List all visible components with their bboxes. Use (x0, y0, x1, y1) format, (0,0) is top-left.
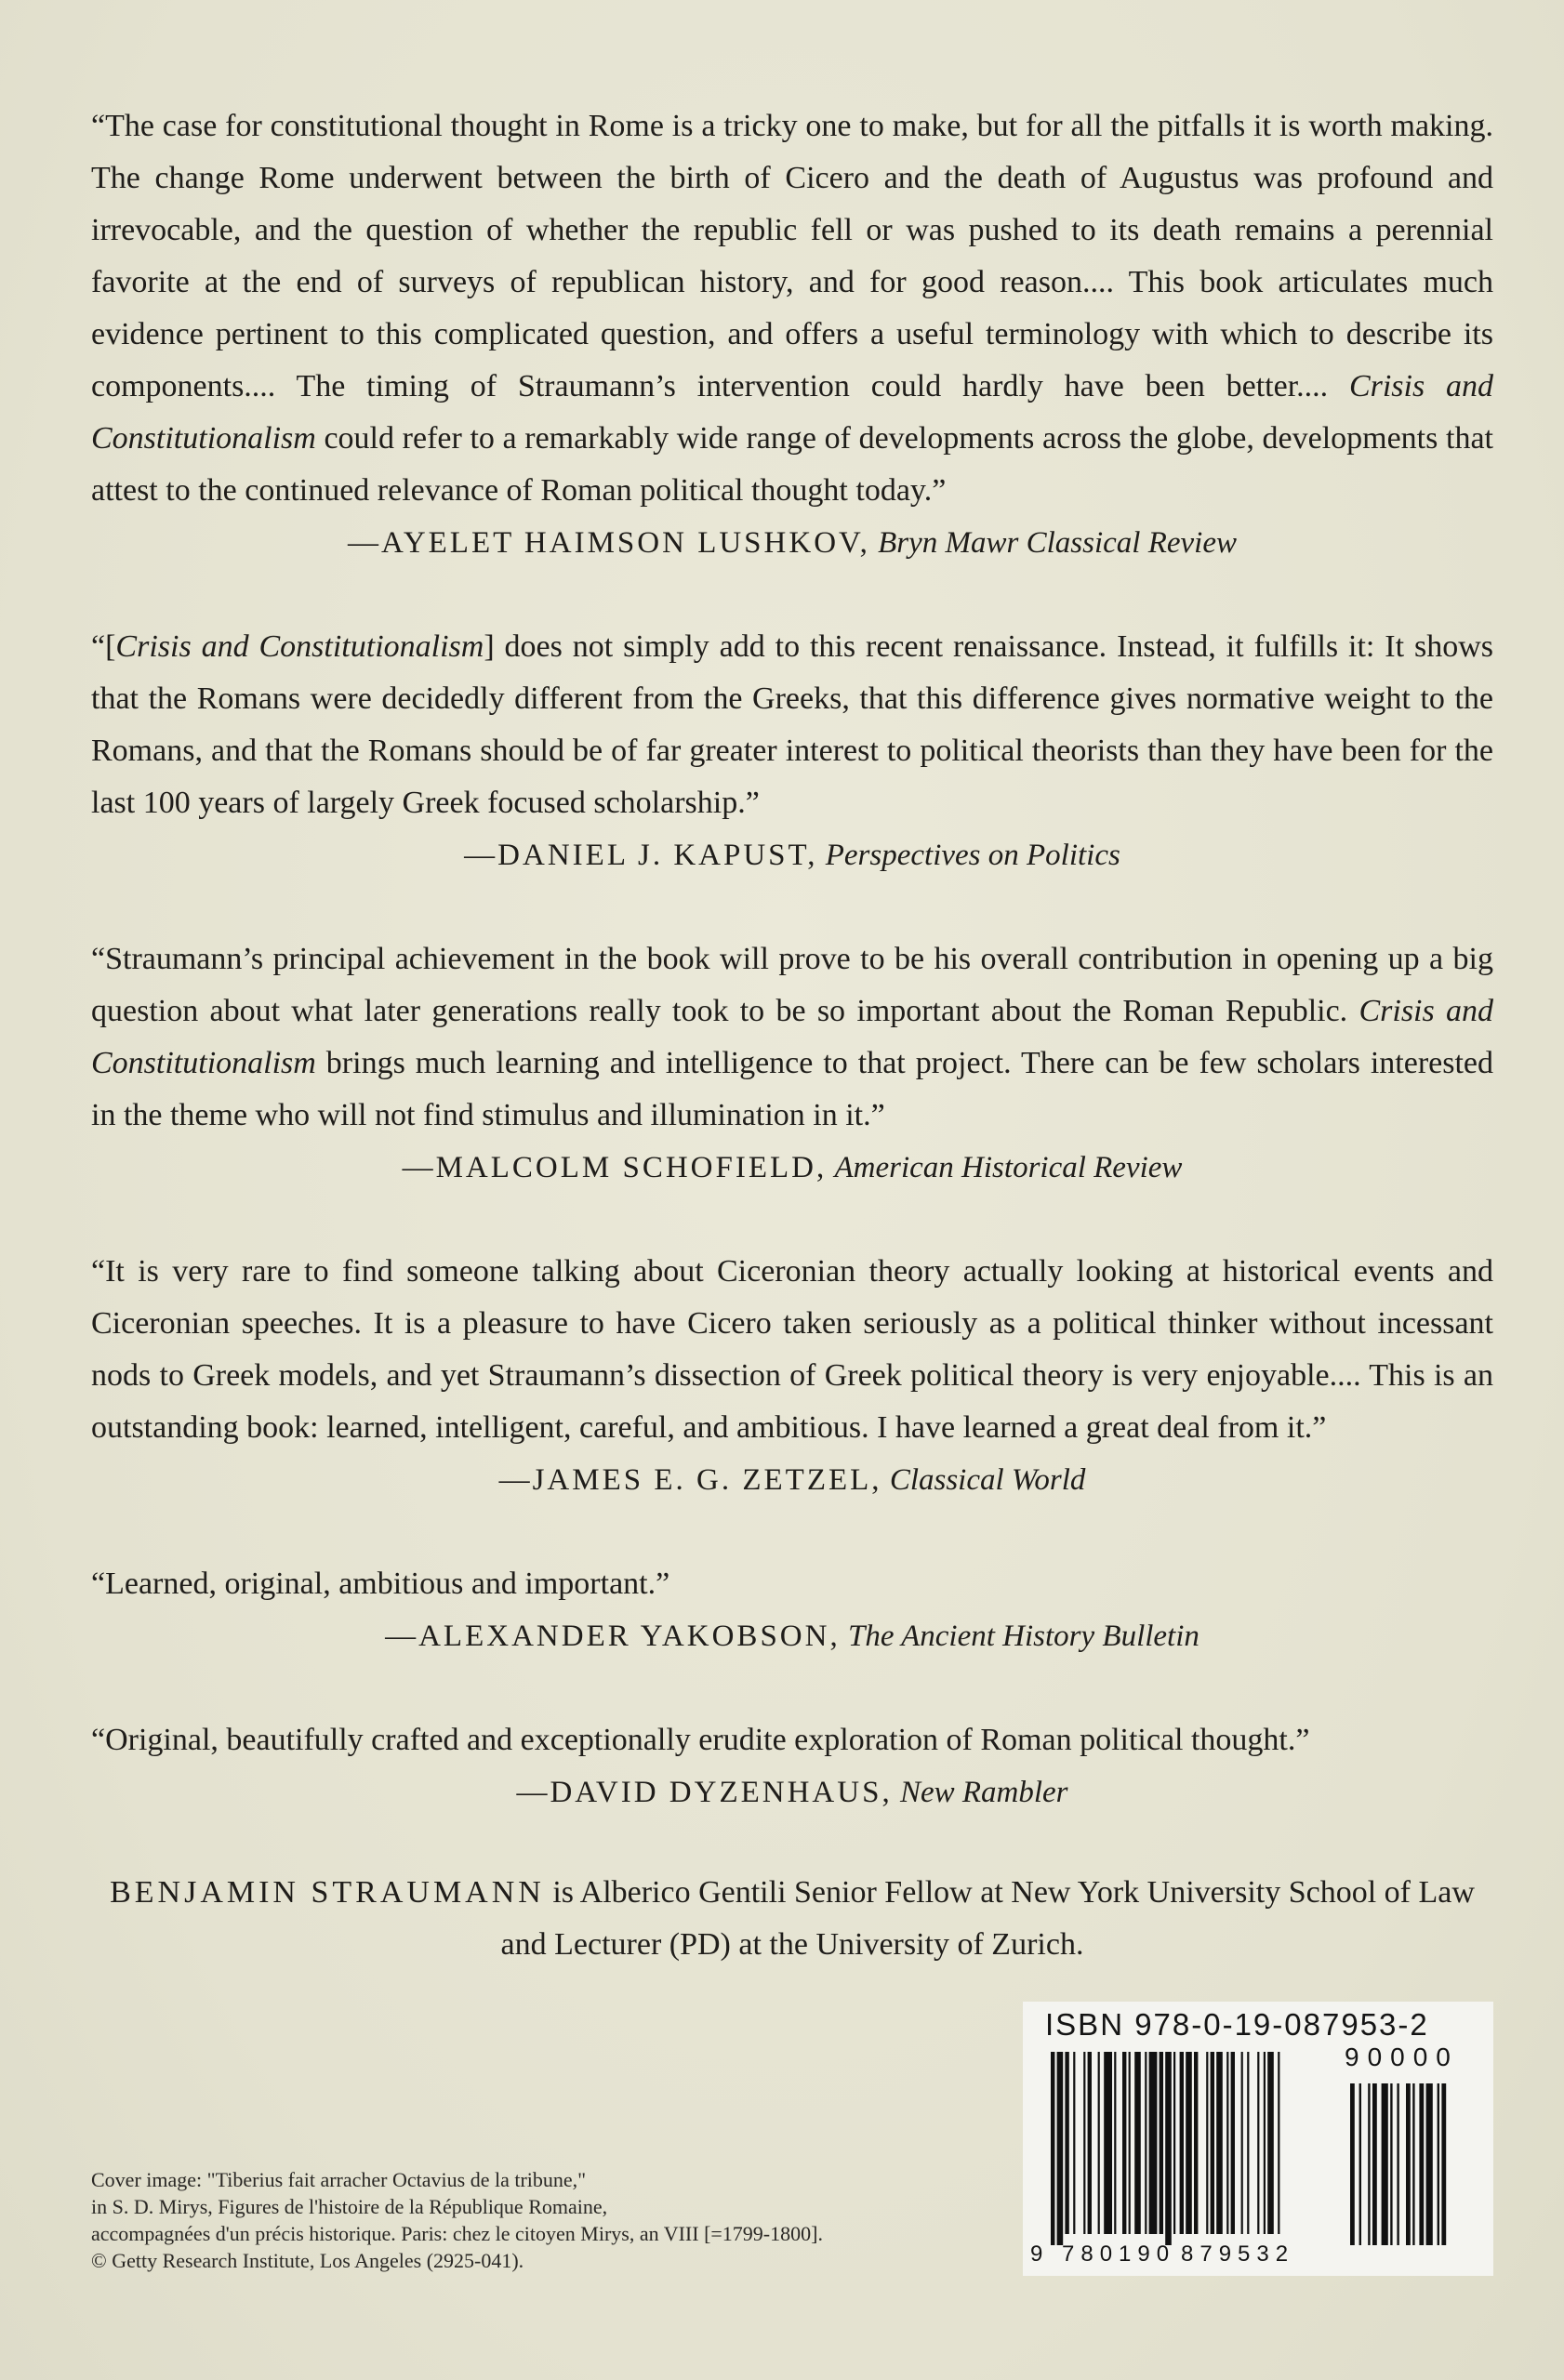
credit-line: accompagnées d'un précis historique. Paris: chez le citoyen Mirys, an VIII [=1799-1800]. (91, 2222, 823, 2245)
blurb-attribution (91, 829, 1493, 881)
barcode-bar (1350, 2083, 1355, 2245)
credit-line: in S. D. Mirys, Figures de l'histoire de la République Romaine, (91, 2195, 608, 2218)
barcode-bar (1438, 2083, 1439, 2245)
blurb (91, 1558, 1493, 1662)
barcode-bar (1441, 2083, 1446, 2245)
blurb-author: —DANIEL J. KAPUST, (464, 839, 818, 872)
blurb-publication: The Ancient History Bulletin (847, 1620, 1200, 1653)
blurb-author: —DAVID DYZENHAUS, (516, 1776, 893, 1809)
author-bio (91, 1867, 1493, 1971)
isbn-label: ISBN 978-0-19-087953-2 (1045, 2007, 1429, 2042)
barcode-bar (1180, 2052, 1184, 2234)
barcode-bar (1129, 2052, 1131, 2234)
barcode-bar (1264, 2052, 1266, 2234)
barcode-bar (1098, 2052, 1100, 2234)
blurb (91, 621, 1493, 881)
barcode-bar (1165, 2052, 1172, 2245)
blurb-attribution (91, 1610, 1493, 1662)
barcode-bar (1247, 2052, 1249, 2234)
barcode-bar (1382, 2083, 1388, 2245)
review-blurbs (91, 100, 1493, 1871)
barcode-bar (1419, 2083, 1424, 2245)
blurb-publication: Perspectives on Politics (825, 839, 1120, 872)
barcode-bar (1226, 2052, 1228, 2234)
barcode-first-digit: 9 (1030, 2241, 1050, 2267)
credit-line: Cover image: "Tiberius fait arracher Octavius de la tribune," (91, 2168, 587, 2191)
barcode-bar (1241, 2052, 1243, 2234)
barcode-bar (1278, 2052, 1279, 2234)
barcode-bar (1412, 2083, 1414, 2245)
barcode-bar (1145, 2052, 1146, 2234)
barcode-bar (1206, 2052, 1208, 2234)
barcode-bar (1426, 2083, 1433, 2245)
barcode-bar (1186, 2052, 1192, 2234)
blurb-attribution (91, 1766, 1493, 1818)
barcode-digits-right: 879532 (1181, 2241, 1295, 2267)
barcode-bar (1083, 2052, 1085, 2234)
blurb (91, 1714, 1493, 1818)
barcode-bar (1134, 2052, 1141, 2234)
barcode-bar (1051, 2052, 1054, 2245)
barcode-bar (1194, 2052, 1198, 2234)
barcode-bar (1372, 2083, 1377, 2245)
blurb (91, 1246, 1493, 1506)
barcode-bar (1173, 2052, 1175, 2234)
blurb-attribution (91, 1454, 1493, 1506)
barcode-bar (1211, 2052, 1214, 2234)
blurb-quote: “[Crisis and Constitutionalism] does not simply add to this recent renaissance. Instead, it fulfills it: It shows that the Romans were decidedly different from the Greeks, that this difference gives normative weight to the Romans, and that the Romans should be of far greater interest to political theorists than they have been for the last 100 years of largely Greek focused scholarship.” (91, 629, 1493, 820)
author-bio-text: is Alberico Gentili Senior Fellow at New York University School of Law and Lecturer (PD) at the University of Zurich. (500, 1875, 1475, 1962)
barcode-bar (1114, 2052, 1116, 2234)
barcode-digits-left: 780190 (1062, 2241, 1176, 2267)
blurb-quote: “Learned, original, ambitious and important.” (91, 1567, 670, 1601)
barcode-bar (1406, 2083, 1411, 2245)
blurb-quote: “Original, beautifully crafted and exceptionally erudite exploration of Roman political thought.” (91, 1723, 1310, 1757)
blurb (91, 933, 1493, 1194)
price-code: 90000 (1345, 2043, 1459, 2071)
blurb-author: —MALCOLM SCHOFIELD, (402, 1151, 828, 1184)
blurb-attribution (91, 517, 1493, 569)
barcode-bar (1216, 2052, 1223, 2234)
blurb-attribution (91, 1142, 1493, 1194)
blurb (91, 100, 1493, 569)
isbn-barcode (1023, 2002, 1493, 2276)
credit-line: © Getty Research Institute, Los Angeles (2925-041). (91, 2249, 524, 2272)
blurb-author: —ALEXANDER YAKOBSON, (385, 1620, 841, 1653)
blurb-quote: “It is very rare to find someone talking about Ciceronian theory actually looking at historical events and Ciceronian speeches. It is a pleasure to have Cicero taken seriously as a political thinker without incessant nods to Greek models, and yet Straumann’s dissection of Greek political theory is very enjoyable.... This is an outstanding book: learned, intelligent, careful, and ambitious. I have learned a great deal from it.” (91, 1254, 1493, 1445)
barcode-bar (1359, 2083, 1361, 2245)
barcode-bar (1073, 2052, 1075, 2234)
barcode-bar (1368, 2083, 1370, 2245)
barcode-bar (1122, 2052, 1126, 2234)
blurb-author: —AYELET HAIMSON LUSHKOV, (348, 526, 870, 560)
barcode-bar (1160, 2052, 1163, 2234)
cover-image-credit (91, 2166, 984, 2274)
barcode-bar (1065, 2052, 1068, 2234)
barcode-bar (1257, 2052, 1259, 2234)
barcode-bar (1088, 2052, 1092, 2234)
blurb-publication: New Rambler (899, 1776, 1068, 1809)
barcode-bar (1267, 2052, 1274, 2234)
blurb-author: —JAMES E. G. ZETZEL, (498, 1463, 882, 1497)
barcode-bar (1057, 2052, 1064, 2245)
barcode-bar (1149, 2052, 1158, 2234)
barcode-bar (1390, 2083, 1392, 2245)
blurb-publication: Bryn Mawr Classical Review (878, 526, 1237, 560)
blurb-quote: “The case for constitutional thought in Rome is a tricky one to make, but for all the pitfalls it is worth making. The change Rome underwent between the birth of Cicero and the death of Augustus was profound and irrevocable, and the question of whether the republic fell or was pushed to its death remains a perennial favorite at the end of surveys of republican history, and for good reason.... This book articulates much evidence pertinent to this complicated question, and offers a useful terminology with which to describe its components.... The timing of Straumann’s intervention could hardly have been better.... Crisis and Constitutionalism could refer to a remarkably wide range of developments across the globe, developments that attest to the continued relevance of Roman political thought today.” (91, 109, 1493, 508)
blurb-quote: “Straumann’s principal achievement in the book will prove to be his overall contribution in opening up a big question about what later generations really took to be so important about the Roman Republic. Crisis and Constitutionalism brings much learning and intelligence to that project. There can be few scholars interested in the theme who will not find stimulus and illumination in it.” (91, 942, 1494, 1132)
barcode-bar (1397, 2083, 1398, 2245)
blurb-publication: Classical World (889, 1463, 1086, 1497)
barcode-bar (1231, 2052, 1235, 2234)
blurb-publication: American Historical Review (834, 1151, 1183, 1184)
barcode-bar (1104, 2052, 1112, 2234)
author-bio-name: BENJAMIN STRAUMANN (110, 1875, 545, 1910)
